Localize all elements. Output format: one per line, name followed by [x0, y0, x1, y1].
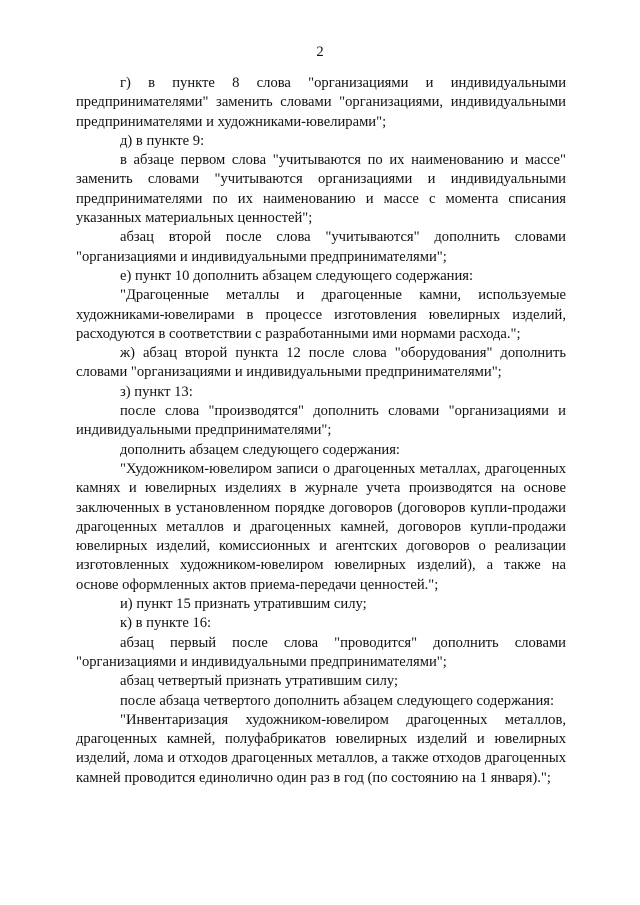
paragraph: "Художником-ювелиром записи о драгоценных металлах, драгоценных камнях и ювелирных изделиях в журнале учета производятся на основе заключенных в установленном порядке договоров (договоров купли-продажи драгоценных металлов и драгоценных камней, договоров купли-продажи ювелирных изделий, комиссионных и агентских договоров о реализации изготовленных художником-ювелиром ювелирных изделий), а также на основе оформленных актов приема-передачи ценностей."; [76, 460, 566, 593]
paragraph: абзац первый после слова "проводится" дополнить словами "организациями и индивидуальными предпринимателями"; [76, 634, 566, 670]
paragraph: д) в пункте 9: [120, 132, 205, 149]
paragraph: дополнить абзацем следующего содержания: [120, 441, 400, 458]
document-body [76, 74, 566, 788]
page-number: 2 [316, 44, 324, 60]
paragraph: абзац четвертый признать утратившим силу; [120, 673, 399, 690]
paragraph: после абзаца четвертого дополнить абзацем следующего содержания: [120, 692, 555, 709]
paragraph: е) пункт 10 дополнить абзацем следующего содержания: [120, 267, 474, 284]
paragraph: "Инвентаризация художником-ювелиром драгоценных металлов, драгоценных камней, полуфабрикатов ювелирных изделий и ювелирных изделий, лома и отходов драгоценных металлов, а также отходов драгоценных камней проводится единолично один раз в год (по состоянию на 1 января)."; [76, 711, 566, 786]
paragraph: "Драгоценные металлы и драгоценные камни, используемые художниками-ювелирами в процессе изготовления ювелирных изделий, расходуются в соответствии с разработанными ими нормами расхода."; [76, 287, 566, 342]
paragraph: г) в пункте 8 слова "организациями и индивидуальными предпринимателями" заменить словами "организациями, индивидуальными предпринимателями и художниками-ювелирами"; [76, 75, 566, 130]
paragraph: и) пункт 15 признать утратившим силу; [120, 596, 367, 613]
paragraph: абзац второй после слова "учитываются" дополнить словами "организациями и индивидуальными предпринимателями"; [76, 229, 566, 265]
paragraph: з) пункт 13: [120, 383, 193, 400]
paragraph: после слова "производятся" дополнить словами "организациями и индивидуальными предпринимателями"; [76, 403, 566, 439]
paragraph: в абзаце первом слова "учитываются по их наименованию и массе" заменить словами "учитываются организациями и индивидуальными предпринимателями по их наименованию и массе с момента списания указанных материальных ценностей"; [76, 152, 566, 227]
paragraph: ж) абзац второй пункта 12 после слова "оборудования" дополнить словами "организациями и индивидуальными предпринимателями"; [76, 345, 566, 381]
paragraph: к) в пункте 16: [120, 615, 212, 632]
